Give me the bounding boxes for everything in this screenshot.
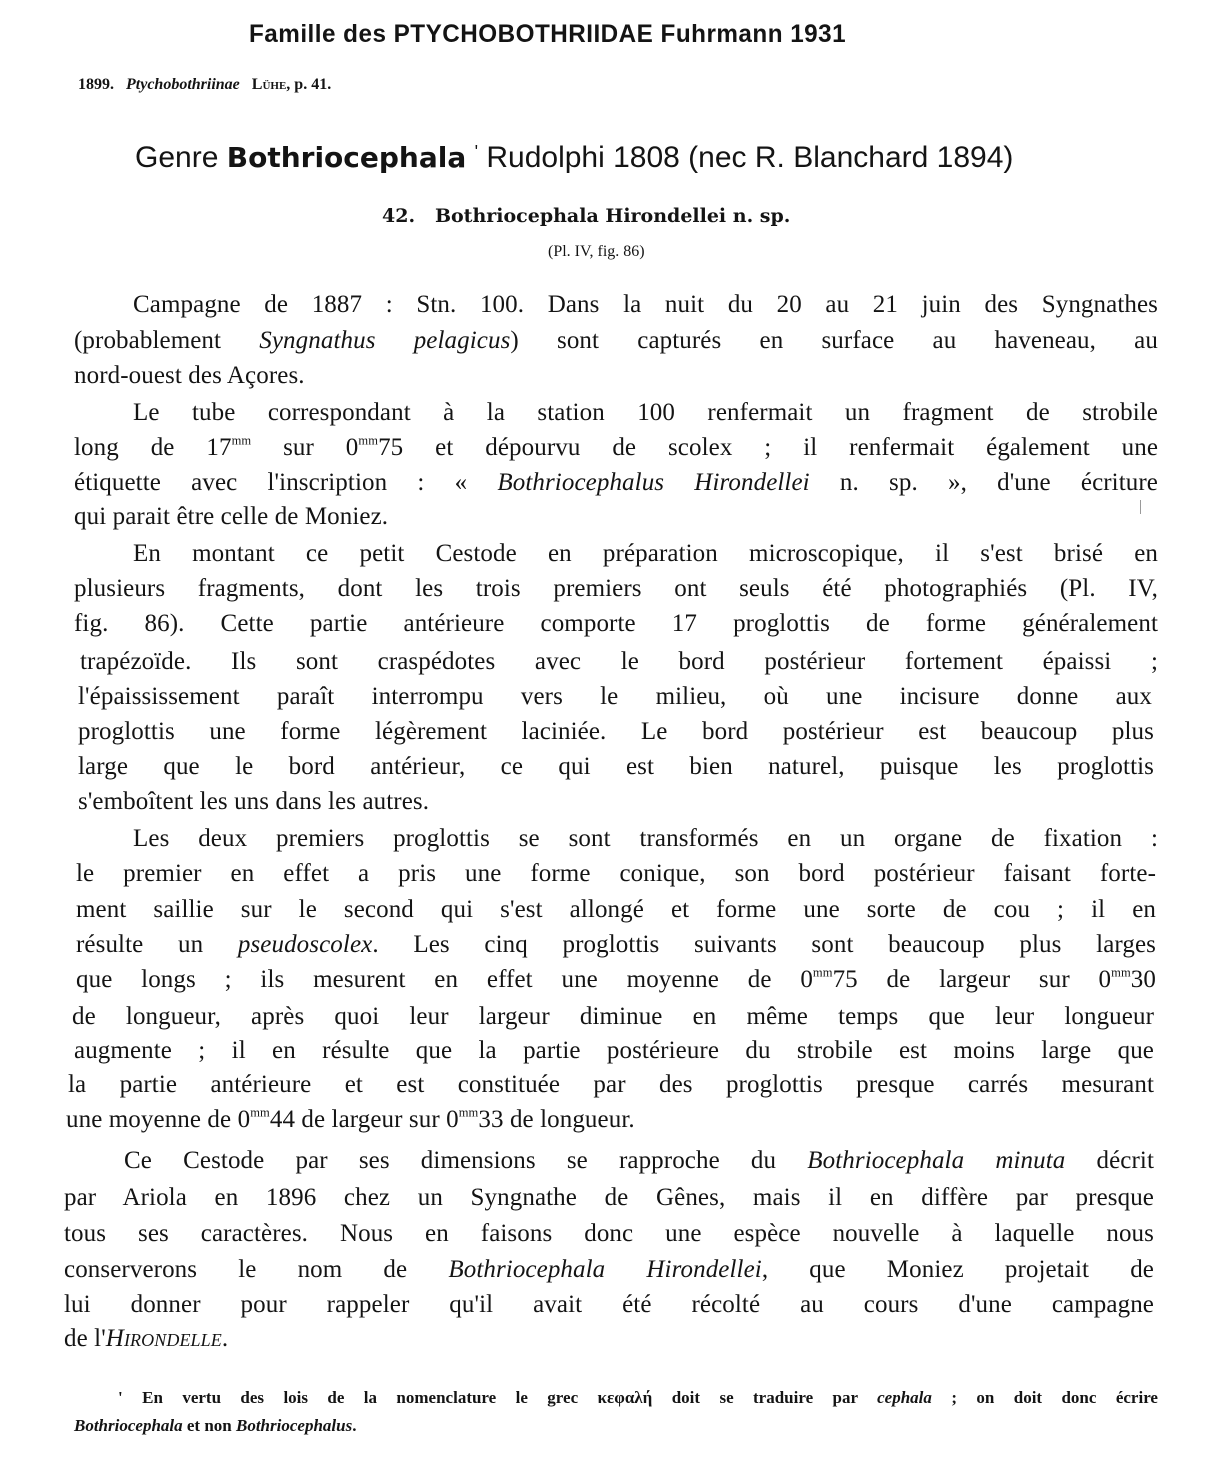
text-run: la partie antérieure et est constituée par des proglottis presque carrés mesurant [68, 1072, 1154, 1098]
ship-name: Hirondelle [105, 1325, 222, 1352]
text-run: et non [182, 1416, 236, 1435]
text-run: qui parait être celle de Moniez. [74, 503, 389, 530]
term-italic: pseudoscolex [237, 932, 373, 958]
text-run: nord-ouest des Açores. [74, 362, 305, 389]
text-run: 30 [1130, 967, 1156, 993]
text-run: plusieurs fragments, dont les trois premiers ont seuls été photographiés (Pl. IV, [74, 576, 1158, 602]
text-run: par Ariola en 1896 chez un Syngnathe de Gênes, mais il en diffère par presque [64, 1185, 1154, 1211]
genus-heading [135, 143, 1013, 173]
text-run: de longueur, après quoi leur largeur diminue en même temps que leur longueur [72, 1004, 1154, 1030]
text-run: trapézoïde. Ils sont craspédotes avec le bord postérieur fortement épaissi ; [80, 649, 1158, 675]
text-run: augmente ; il en résulte que la partie postérieure du strobile est moins large que [74, 1038, 1154, 1064]
plate-reference: (Pl. IV, fig. 86) [548, 243, 645, 260]
text-run: large que le bord antérieur, ce qui est bien naturel, puisque les proglottis [78, 754, 1154, 780]
footnote-line-1 [118, 1389, 1158, 1411]
text-run: que longs ; ils mesurent en effet une moyenne de 0 [76, 967, 813, 993]
text-run: n. sp. », d'une écriture [809, 470, 1158, 496]
synonymy-year: 1899. [78, 76, 114, 93]
paragraph-3-line-7 [78, 754, 1154, 784]
text-run: une moyenne de 0 [66, 1106, 251, 1133]
paragraph-4-line-8 [68, 1072, 1154, 1102]
genus-name: Bothriocephala [226, 141, 467, 174]
paragraph-4-line-1 [133, 826, 1158, 856]
species-italic: Bothriocephala Hirondellei [448, 1257, 762, 1283]
unit-superscript: mm [358, 435, 379, 448]
species-italic: Bothriocephala minuta [807, 1148, 1066, 1174]
paragraph-5-line-6 [64, 1326, 1148, 1351]
species-name: Bothriocephala Hirondellei n. sp. [434, 205, 791, 227]
unit-superscript: mm [250, 1105, 270, 1120]
text-run: s'emboîtent les uns dans les autres. [78, 788, 430, 815]
genus-footnote-mark: ' [474, 142, 479, 162]
running-head: Famille des PTYCHOBOTHRIIDAE Fuhrmann 1931 [249, 20, 847, 48]
text-run: long de 17 [74, 435, 232, 461]
synonymy-author: Lühe [251, 76, 287, 93]
paragraph-1-line-1 [133, 292, 1158, 322]
synonymy-taxon: Ptychobothriinae [126, 76, 240, 93]
unit-superscript: mm [231, 435, 252, 448]
paragraph-4-line-9 [66, 1107, 1150, 1132]
text-run: sur 0 [251, 435, 359, 461]
footnote-line-2 [74, 1417, 1158, 1434]
paragraph-5-line-3 [64, 1221, 1154, 1251]
scan-artifact [1140, 500, 1141, 514]
species-heading [382, 207, 790, 226]
text-run: . [221, 1325, 229, 1352]
paragraph-4-line-3 [76, 897, 1156, 927]
text-run: 75 de largeur sur 0 [832, 967, 1112, 993]
paragraph-3-line-8 [78, 789, 1162, 814]
text-run: le premier en effet a pris une forme conique, son bord postérieur faisant forte- [76, 861, 1156, 887]
genus-italic: Bothriocephala [74, 1416, 183, 1435]
paragraph-2-line-3 [74, 470, 1158, 500]
text-run: ) sont capturés en surface au haveneau, au [510, 328, 1158, 354]
text-run: 33 de longueur. [478, 1106, 635, 1133]
text-run: Campagne de 1887 : Stn. 100. Dans la nuit du 20 au 21 juin des Syngnathes [133, 292, 1158, 318]
paragraph-2-line-2 [74, 435, 1158, 465]
paragraph-3-line-5 [78, 684, 1152, 714]
species-number: 42. [382, 205, 416, 227]
paragraph-5-line-5 [64, 1292, 1154, 1322]
term-italic: cephala [877, 1389, 932, 1407]
paragraph-4-line-2 [76, 861, 1156, 891]
text-run: En vertu des lois de la nomenclature le grec κεφαλή doit se traduire par [142, 1389, 878, 1407]
paragraph-1-line-3 [74, 363, 1158, 388]
text-run: ment saillie sur le second qui s'est allongé et forme une sorte de cou ; il en [76, 897, 1156, 923]
paragraph-1-line-2 [74, 328, 1158, 358]
text-run: tous ses caractères. Nous en faisons donc une espèce nouvelle à laquelle nous [64, 1221, 1154, 1247]
text-run: étiquette avec l'inscription : « [74, 470, 498, 496]
text-run: résulte un [76, 932, 238, 958]
text-run: (probablement [74, 328, 260, 354]
text-run: ; on doit donc écrire [931, 1389, 1158, 1407]
text-run: l'épaississement paraît interrompu vers le milieu, où une incisure donne aux [78, 684, 1152, 710]
paragraph-2-line-4 [74, 504, 1158, 529]
paragraph-5-line-4 [64, 1257, 1154, 1287]
text-run: proglottis une forme légèrement laciniée. Le bord postérieur est beaucoup plus [78, 719, 1154, 745]
paragraph-5-line-1 [124, 1148, 1154, 1178]
text-run: Ce Cestode par ses dimensions se rapproche du [124, 1148, 808, 1174]
text-run: 44 de largeur sur 0 [269, 1106, 459, 1133]
paragraph-5-line-2 [64, 1185, 1154, 1215]
text-run: 75 et dépourvu de scolex ; il renfermait également une [378, 435, 1158, 461]
unit-superscript: mm [1111, 967, 1131, 980]
paragraph-4-line-4 [76, 932, 1156, 962]
text-run: conserverons le nom de [64, 1257, 449, 1283]
text-run: . Les cinq proglottis suivants sont beaucoup plus larges [372, 932, 1156, 958]
paragraph-3-line-6 [78, 719, 1154, 749]
genus-prefix: Genre [135, 141, 219, 174]
text-run: Les deux premiers proglottis se sont transformés en un organe de fixation : [133, 826, 1158, 852]
paragraph-4-line-7 [74, 1038, 1154, 1068]
genus-authority: Rudolphi 1808 (nec R. Blanchard 1894) [486, 141, 1014, 174]
paragraph-3-line-4 [80, 649, 1158, 679]
paragraph-3-line-3 [74, 611, 1158, 641]
unit-superscript: mm [458, 1105, 479, 1120]
text-run: décrit [1065, 1148, 1154, 1174]
synonymy-page: , p. 41. [286, 76, 332, 93]
text-run: fig. 86). Cette partie antérieure comporte 17 proglottis de forme généralement [74, 611, 1158, 637]
synonymy-line [78, 77, 331, 93]
text-run: . [352, 1416, 357, 1435]
paragraph-2-line-1 [133, 400, 1158, 430]
paragraph-4-line-5 [76, 967, 1156, 997]
footnote-mark: ' [118, 1389, 143, 1407]
text-run: Le tube correspondant à la station 100 renfermait un fragment de strobile [133, 400, 1158, 426]
text-run: lui donner pour rappeler qu'il avait été récolté au cours d'une campagne [64, 1292, 1154, 1318]
paragraph-3-line-1 [133, 541, 1158, 571]
text-run: , que Moniez projetait de [761, 1257, 1154, 1283]
text-run: En montant ce petit Cestode en préparation microscopique, il s'est brisé en [133, 541, 1158, 567]
text-run: de l' [64, 1325, 106, 1352]
species-italic: Syngnathus pelagicus [259, 328, 511, 354]
genus-italic: Bothriocephalus [236, 1416, 353, 1435]
paragraph-3-line-2 [74, 576, 1158, 606]
paragraph-4-line-6 [72, 1004, 1154, 1034]
species-italic: Bothriocephalus Hirondellei [497, 470, 810, 496]
unit-superscript: mm [812, 967, 833, 980]
